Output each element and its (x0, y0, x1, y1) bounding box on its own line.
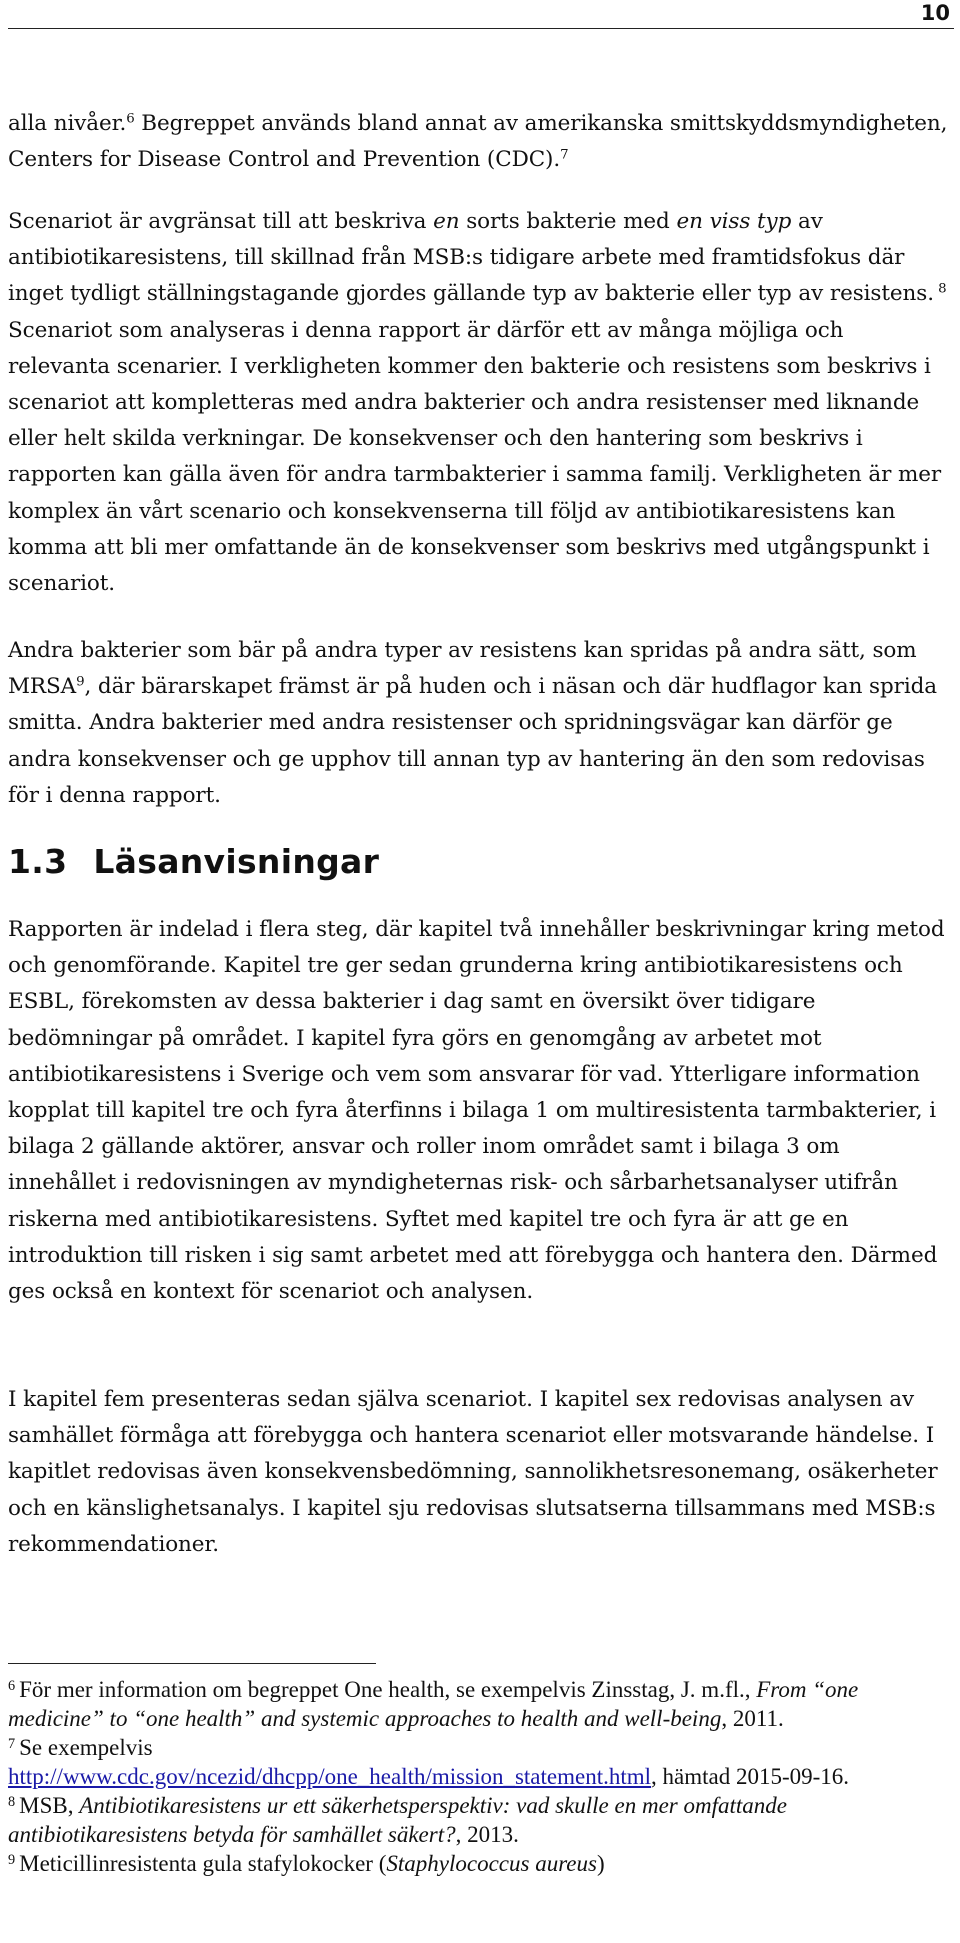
text-run: , där bärarskapet främst är på huden och i näsan och där hudflagor kan sprida smitta. Andra bakterier med andra resistenser och spridningsvägar kan därför ge andra konsekvenser och ge upphov till annan typ av hantering än den som redovisas för i denna rapport. (8, 674, 937, 808)
footnote-number: 7 (8, 1735, 16, 1752)
text-run: Scenariot är avgränsat till att beskriva (8, 209, 434, 234)
text-run: Andra bakterier som bär på andra typer av resistens kan spridas på andra sätt, som MRSA (8, 638, 917, 700)
footnote-separator (8, 1663, 376, 1664)
paragraph-report-structure: Rapporten är indelad i flera steg, där kapitel två innehåller beskrivningar kring metod och genomförande. Kapitel tre ger sedan grunderna kring antibiotikaresistens och ESBL, förekomsten av dessa bakterier i dag samt en översikt över tidigare bedömningar på området. I kapitel fyra görs en genomgång av arbetet mot antibiotikaresistens i Sverige och vem som ansvarar för vad. Ytterligare information kopplat till kapitel tre och fyra återfinns i bilaga 1 om multiresistenta tarmbakterier, i bilaga 2 gällande aktörer, ansvar och roller inom området samt i bilaga 3 om innehållet i redovisningen av myndigheternas risk- och sårbarhetsanalyser utifrån riskerna med antibiotikaresistens. Syftet med kapitel tre och fyra är att ge en introduktion till risken i sig samt arbetet med att förebygga och hantera den. Därmed ges också en kontext för scenariot och analysen. (8, 917, 945, 1305)
text-run: , hämtad 2015-09-16. (651, 1764, 850, 1789)
text-run: För mer information om begreppet One health, se exempelvis Zinsstag, J. m.fl., (19, 1677, 757, 1702)
text-run: av antibiotikaresistens, till skillnad från MSB:s tidigare arbete med framtidsfokus där inget tydligt ställningstagande gjordes gällande typ av bakterie eller typ av resistens. (8, 209, 934, 307)
text-run: Begreppet används bland annat av amerikanska smittskyddsmyndigheten, Centers for Disease Control and Prevention (CDC). (8, 111, 948, 173)
page-number: 10 (920, 1, 950, 25)
emphasis: From “one medicine” to “one health” and systemic approaches to health and well-being (8, 1677, 859, 1731)
footnote-6 (8, 1675, 952, 1733)
footnote-9 (8, 1849, 952, 1878)
footnote-number: 9 (8, 1851, 16, 1868)
emphasis: Antibiotikaresistens ur ett säkerhetsperspektiv: vad skulle en mer omfattande antibiotikaresistens betyda för samhället säkert? (8, 1793, 787, 1847)
text-run: MSB, (19, 1793, 80, 1818)
cdc-link[interactable]: http://www.cdc.gov/ncezid/dhcpp/one_health/mission_statement.html (8, 1764, 652, 1789)
paragraph-scenario-scope (8, 204, 952, 602)
footnote-ref-9[interactable]: 9 (76, 674, 85, 690)
footnote-ref-8[interactable]: 8 (933, 282, 947, 298)
text-run: , 2011. (721, 1706, 784, 1731)
emphasis: en (433, 209, 460, 234)
text-run: Meticillinresistenta gula stafylokocker ( (19, 1851, 387, 1876)
section-heading (8, 842, 379, 882)
paragraph-one-health (8, 106, 952, 178)
text-run: alla nivåer. (8, 111, 127, 136)
text-run: Se exempelvis (19, 1735, 153, 1760)
paragraph-other-bacteria (8, 633, 952, 814)
page-header (8, 0, 954, 29)
footnotes (8, 1675, 952, 1878)
emphasis: en viss typ (676, 209, 792, 234)
footnote-number: 8 (8, 1793, 16, 1810)
paragraph-chapter-overview: I kapitel fem presenteras sedan själva scenariot. I kapitel sex redovisas analysen av samhället förmåga att förebygga och hantera scenariot eller motsvarande händelse. I kapitlet redovisas även konsekvensbedömning, sannolikhetsresonemang, osäkerheter och en känslighetsanalys. I kapitel sju redovisas slutsatserna tillsammans med MSB:s rekommendationer. (8, 1387, 938, 1557)
footnote-ref-7[interactable]: 7 (560, 147, 569, 163)
text-run: ) (596, 1851, 605, 1876)
text-run: Scenariot som analyseras i denna rapport är därför ett av många möjliga och relevanta scenarier. I verkligheten kommer den bakterie och resistens som beskrivs i scenariot att kompletteras med andra bakterier och andra resistenser med liknande eller helt skilda verkningar. De konsekvenser och den hantering som beskrivs i rapporten kan gälla även för andra tarmbakterier i samma familj. Verkligheten är mer komplex än vårt scenario och konsekvenserna till följd av antibiotikaresistens kan komma att bli mer omfattande än de konsekvenser som beskrivs med utgångspunkt i scenariot. (8, 317, 942, 597)
section-title: Läsanvisningar (93, 842, 380, 881)
footnote-number: 6 (8, 1677, 16, 1694)
footnote-ref-6[interactable]: 6 (126, 111, 135, 127)
footnote-7 (8, 1733, 952, 1791)
section-number: 1.3 (8, 842, 68, 881)
text-run: sorts bakterie med (459, 209, 677, 234)
footnote-8 (8, 1791, 952, 1849)
text-run: , 2013. (455, 1822, 519, 1847)
emphasis: Staphylococcus aureus (386, 1851, 597, 1876)
